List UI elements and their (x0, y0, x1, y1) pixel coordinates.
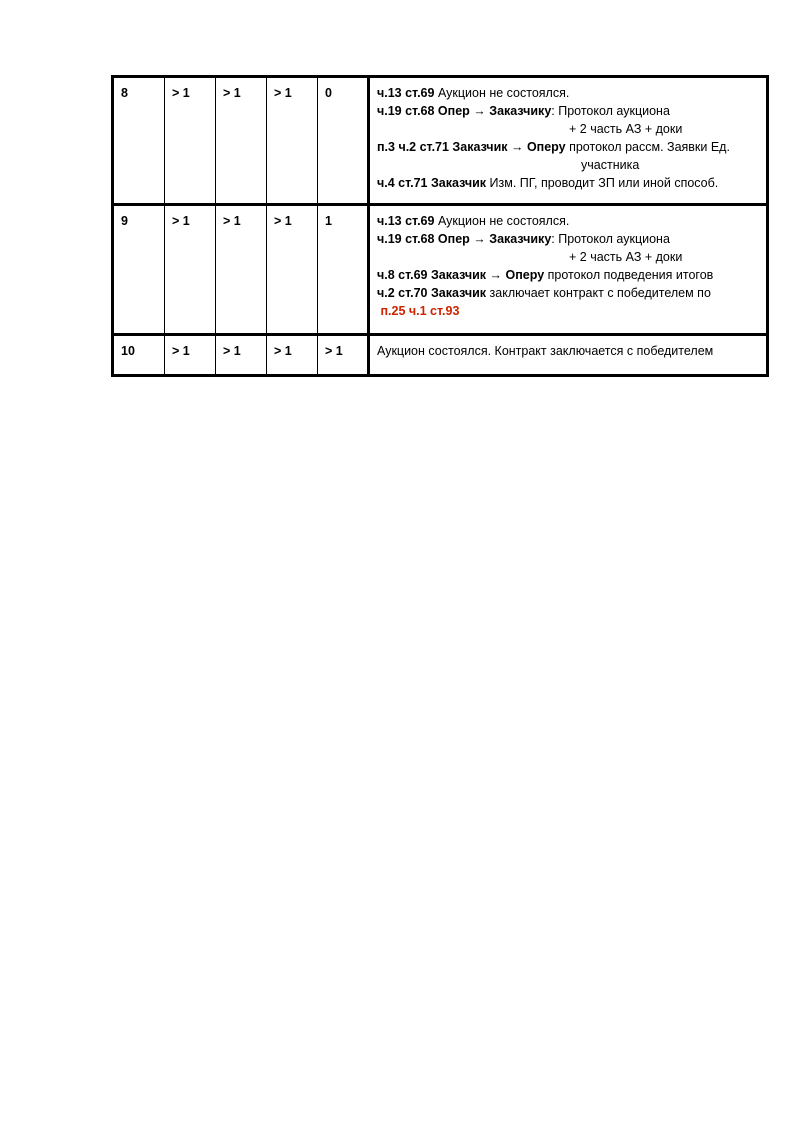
description-line (377, 138, 760, 156)
line-text: : Протокол аукциона (551, 232, 670, 246)
condition-cell: > 1 (216, 77, 267, 205)
line-text: + 2 часть АЗ + доки (569, 122, 683, 136)
description-line (377, 156, 760, 174)
description-line (377, 248, 760, 266)
table-row (113, 205, 768, 335)
condition-cell: > 1 (165, 77, 216, 205)
row-number: 10 (113, 335, 165, 376)
line-text: участника (581, 158, 640, 172)
condition-cell: > 1 (165, 205, 216, 335)
description-line (377, 284, 760, 302)
condition-cell: > 1 (216, 335, 267, 376)
description-cell (369, 335, 768, 376)
article-ref: ч.13 ст.69 (377, 214, 435, 228)
line-text: заключает контракт с победителем по (486, 286, 711, 300)
legal-reference-red: п.25 ч.1 ст.93 (380, 304, 460, 318)
line-text: : Протокол аукциона (551, 104, 670, 118)
description-line (377, 266, 760, 284)
description-line (377, 302, 760, 320)
line-text: протокол рассм. Заявки Ед. (565, 140, 730, 154)
condition-cell: > 1 (267, 77, 318, 205)
article-ref: ч.8 ст.69 Заказчик → Оперу (377, 268, 545, 282)
line-text: Аукцион состоялся. Контракт заключается с победителем (377, 344, 714, 358)
condition-cell: > 1 (216, 205, 267, 335)
article-ref: ч.2 ст.70 Заказчик (377, 286, 487, 300)
line-text: Аукцион не состоялся. (434, 86, 570, 100)
article-ref: ч.19 ст.68 Опер → Заказчику (377, 232, 552, 246)
procurement-table (111, 75, 769, 377)
article-ref: п.3 ч.2 ст.71 Заказчик → Оперу (377, 140, 566, 154)
article-ref: ч.13 ст.69 (377, 86, 435, 100)
row-number: 9 (113, 205, 165, 335)
line-text: + 2 часть АЗ + доки (569, 250, 683, 264)
description-line (377, 174, 760, 192)
condition-cell: > 1 (267, 205, 318, 335)
article-ref: ч.4 ст.71 Заказчик (377, 176, 487, 190)
line-text: Изм. ПГ, проводит ЗП или иной способ. (486, 176, 719, 190)
description-cell (369, 205, 768, 335)
condition-cell: 1 (318, 205, 369, 335)
condition-cell: > 1 (165, 335, 216, 376)
condition-cell: 0 (318, 77, 369, 205)
line-text: протокол подведения итогов (544, 268, 714, 282)
description-line (377, 212, 760, 230)
description-line (377, 84, 760, 102)
condition-cell: > 1 (318, 335, 369, 376)
description-line (377, 120, 760, 138)
row-number: 8 (113, 77, 165, 205)
description-cell (369, 77, 768, 205)
description-line (377, 102, 760, 120)
table-row (113, 77, 768, 205)
line-text: Аукцион не состоялся. (434, 214, 570, 228)
table-row (113, 335, 768, 376)
description-line (377, 342, 760, 360)
condition-cell: > 1 (267, 335, 318, 376)
description-line (377, 230, 760, 248)
article-ref: ч.19 ст.68 Опер → Заказчику (377, 104, 552, 118)
